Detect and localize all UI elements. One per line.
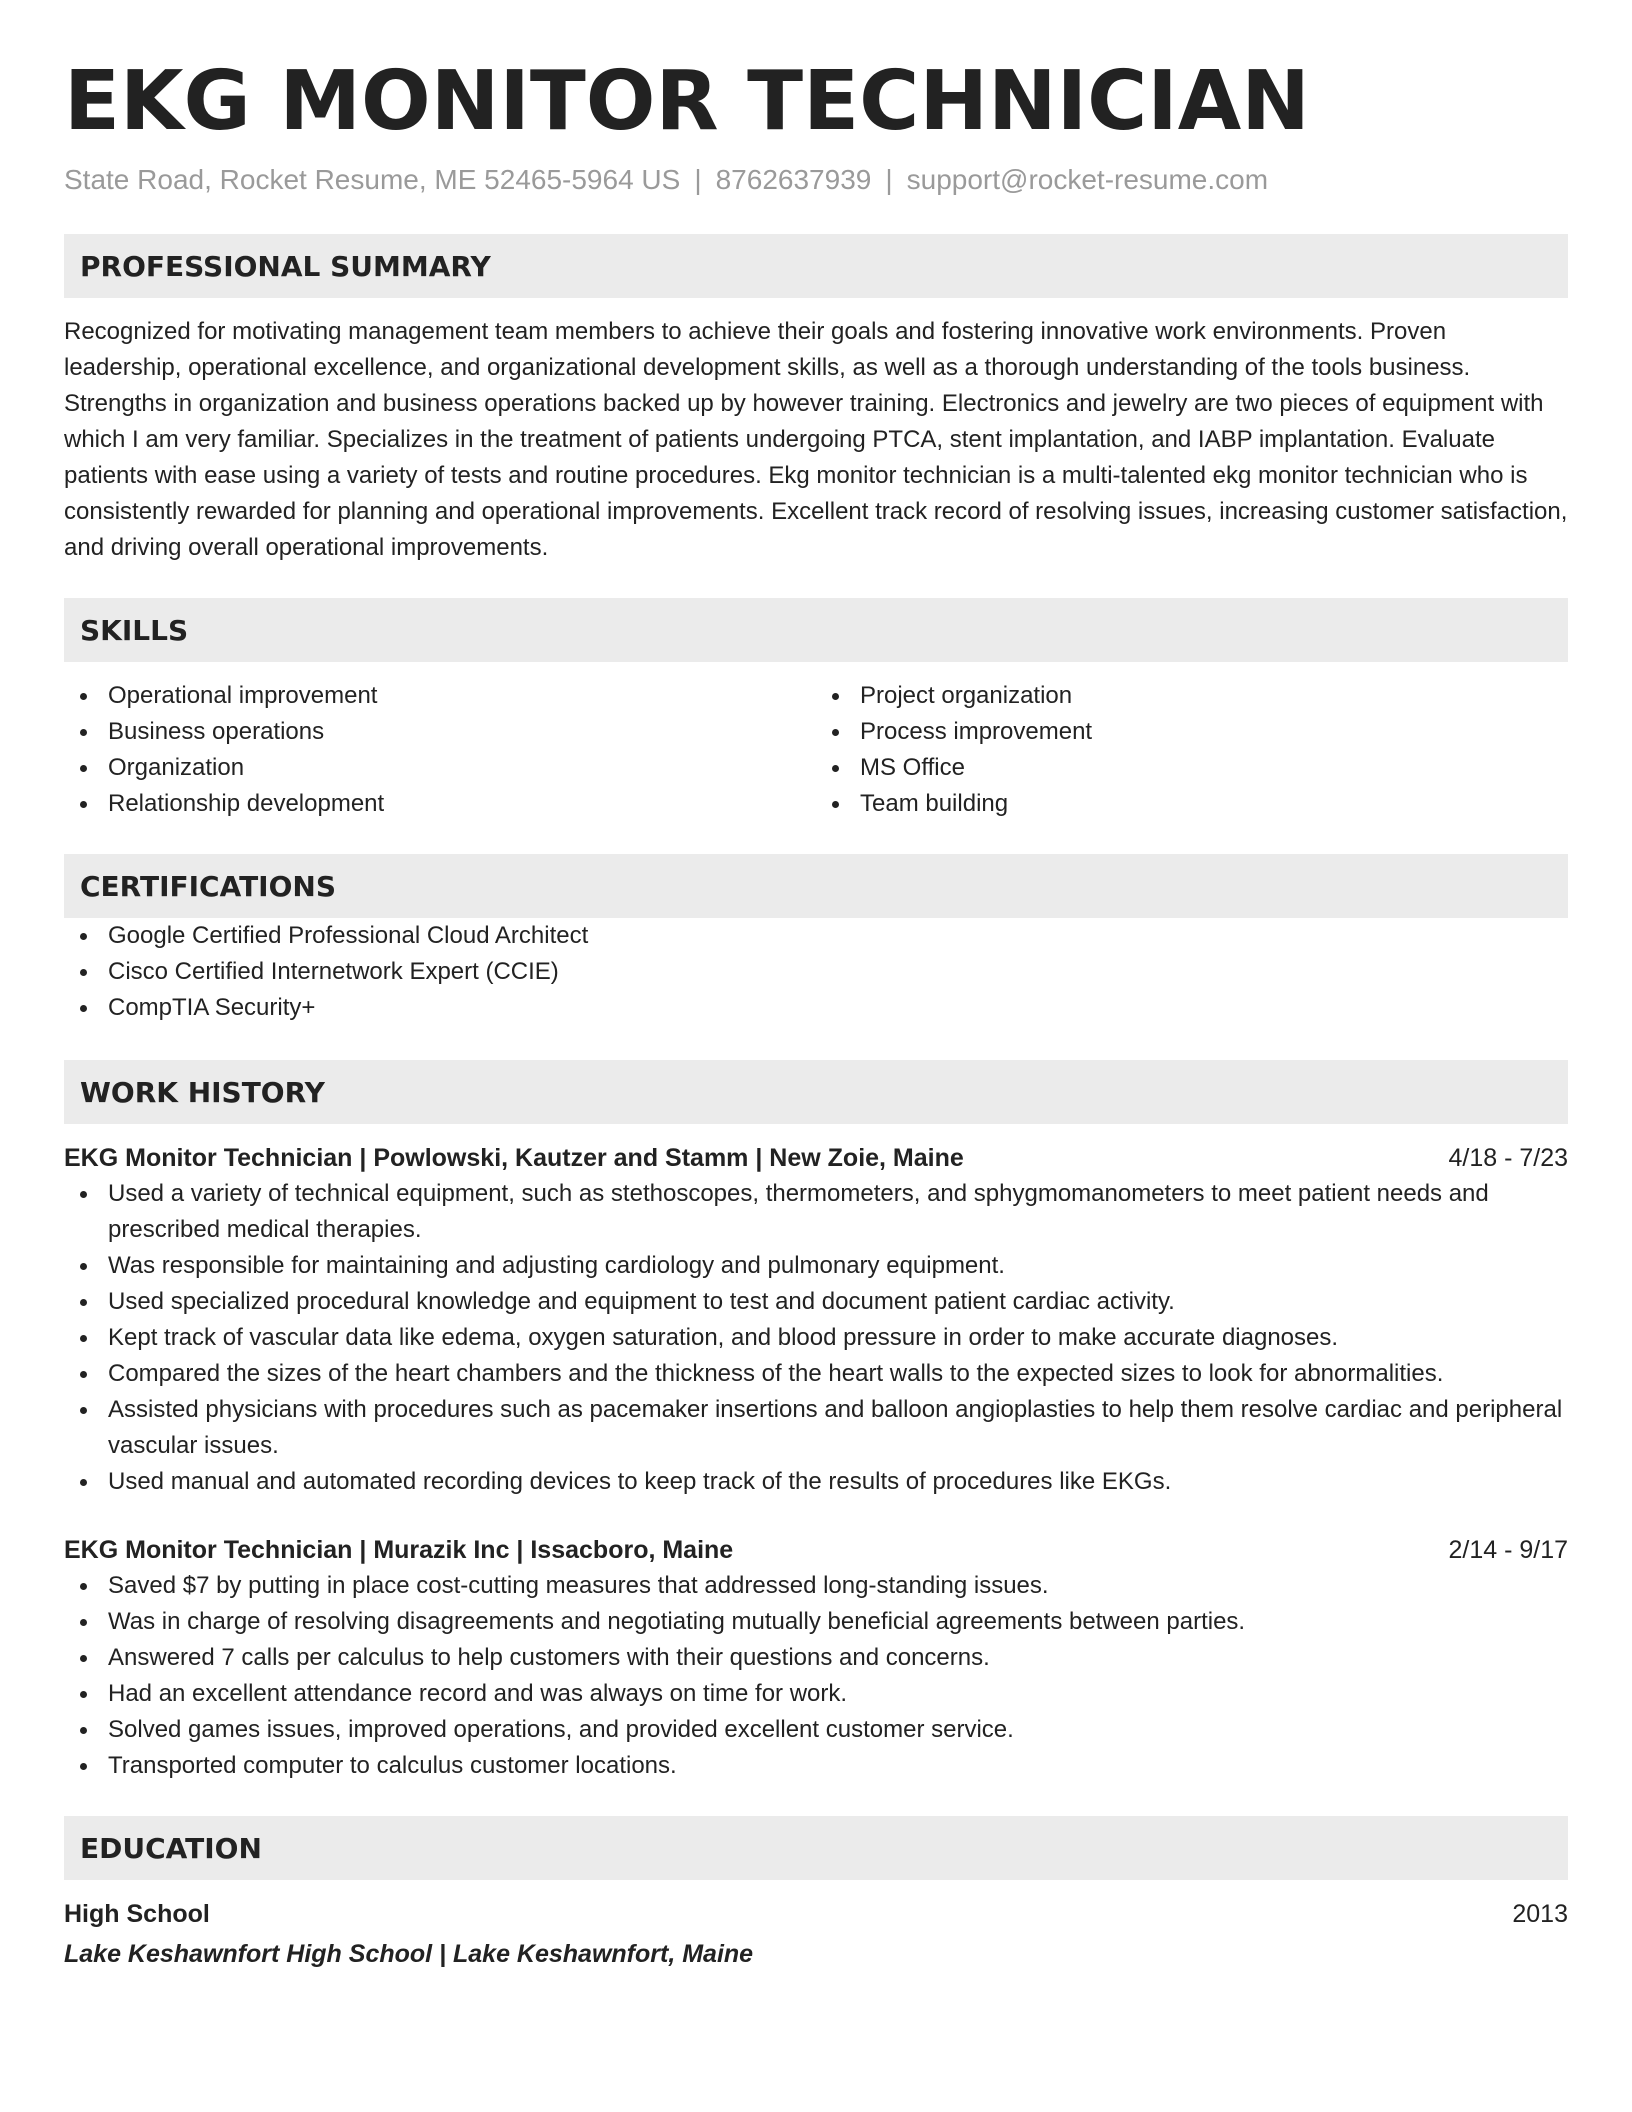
skill-item: Business operations: [64, 714, 816, 750]
skills-column-right: [816, 678, 1568, 822]
job-bullet: Was responsible for maintaining and adjusting cardiology and pulmonary equipment.: [64, 1248, 1568, 1284]
education-school: Lake Keshawnfort High School | Lake Keshawnfort, Maine: [64, 1940, 754, 1968]
certification-item: Google Certified Professional Cloud Architect: [64, 918, 1568, 954]
job-header: [64, 1140, 1568, 1176]
job-bullet: Used a variety of technical equipment, such as stethoscopes, thermometers, and sphygmomanometers to meet patient needs and prescribed medical therapies.: [64, 1176, 1568, 1248]
education-degree: High School: [64, 1900, 210, 1928]
certifications-section-header: CERTIFICATIONS: [64, 854, 1568, 918]
job-entry: [64, 1532, 1568, 1784]
job-title: EKG Monitor Technician | Powlowski, Kautzer and Stamm | New Zoie, Maine: [64, 1144, 964, 1172]
job-bullet: Saved $7 by putting in place cost-cutting measures that addressed long-standing issues.: [64, 1568, 1568, 1604]
certification-item: Cisco Certified Internetwork Expert (CCIE): [64, 954, 1568, 990]
job-dates: 2/14 - 9/17: [1448, 1536, 1568, 1564]
job-bullet: Had an excellent attendance record and was always on time for work.: [64, 1676, 1568, 1712]
job-dates: 4/18 - 7/23: [1448, 1144, 1568, 1172]
contact-email: support@rocket-resume.com: [906, 164, 1269, 195]
job-bullet: Answered 7 calls per calculus to help customers with their questions and concerns.: [64, 1640, 1568, 1676]
contact-separator: |: [885, 164, 893, 195]
contact-separator: |: [694, 164, 702, 195]
skills-grid: [64, 678, 1568, 822]
skill-item: Relationship development: [64, 786, 816, 822]
job-bullets: [64, 1176, 1568, 1500]
summary-section-header: PROFESSIONAL SUMMARY: [64, 234, 1568, 298]
resume-name: EKG MONITOR TECHNICIAN: [64, 54, 1310, 149]
education-section-header: EDUCATION: [64, 1816, 1568, 1880]
skill-item: Organization: [64, 750, 816, 786]
work-section-header: WORK HISTORY: [64, 1060, 1568, 1124]
contact-address: State Road, Rocket Resume, ME 52465-5964 US: [64, 164, 681, 195]
certification-item: CompTIA Security+: [64, 990, 1568, 1026]
job-title: EKG Monitor Technician | Murazik Inc | Issacboro, Maine: [64, 1536, 734, 1564]
certifications-list: [64, 918, 1568, 1026]
job-header: [64, 1532, 1568, 1568]
job-bullet: Compared the sizes of the heart chambers and the thickness of the heart walls to the expected sizes to look for abnormalities.: [64, 1356, 1568, 1392]
job-bullet: Kept track of vascular data like edema, oxygen saturation, and blood pressure in order to make accurate diagnoses.: [64, 1320, 1568, 1356]
job-bullets: [64, 1568, 1568, 1784]
skill-item: Project organization: [816, 678, 1568, 714]
contact-line: [64, 162, 1568, 198]
skills-column-left: [64, 678, 816, 822]
job-bullet: Used manual and automated recording devices to keep track of the results of procedures like EKGs.: [64, 1464, 1568, 1500]
job-bullet: Was in charge of resolving disagreements and negotiating mutually beneficial agreements between parties.: [64, 1604, 1568, 1640]
summary-text: Recognized for motivating management team members to achieve their goals and fostering innovative work environments. Proven leadership, operational excellence, and organizational development skills, as well as a thorough understanding of the tools business. Strengths in organization and business operations backed up by however training. Electronics and jewelry are two pieces of equipment with which I am very familiar. Specializes in the treatment of patients undergoing PTCA, stent implantation, and IABP implantation. Evaluate patients with ease using a variety of tests and routine procedures. Ekg monitor technician is a multi-talented ekg monitor technician who is consistently rewarded for planning and operational improvements. Excellent track record of resolving issues, increasing customer satisfaction, and driving overall operational improvements.: [64, 318, 1568, 561]
education-year: 2013: [1512, 1900, 1568, 1928]
skill-item: MS Office: [816, 750, 1568, 786]
skill-item: Process improvement: [816, 714, 1568, 750]
contact-phone: 8762637939: [715, 164, 872, 195]
job-bullet: Assisted physicians with procedures such as pacemaker insertions and balloon angioplasties to help them resolve cardiac and peripheral vascular issues.: [64, 1392, 1568, 1464]
skill-item: Operational improvement: [64, 678, 816, 714]
job-bullet: Used specialized procedural knowledge and equipment to test and document patient cardiac activity.: [64, 1284, 1568, 1320]
skill-item: Team building: [816, 786, 1568, 822]
skills-section-header: SKILLS: [64, 598, 1568, 662]
education-header: [64, 1896, 1568, 1932]
job-entry: [64, 1140, 1568, 1500]
job-bullet: Transported computer to calculus customer locations.: [64, 1748, 1568, 1784]
job-bullet: Solved games issues, improved operations, and provided excellent customer service.: [64, 1712, 1568, 1748]
